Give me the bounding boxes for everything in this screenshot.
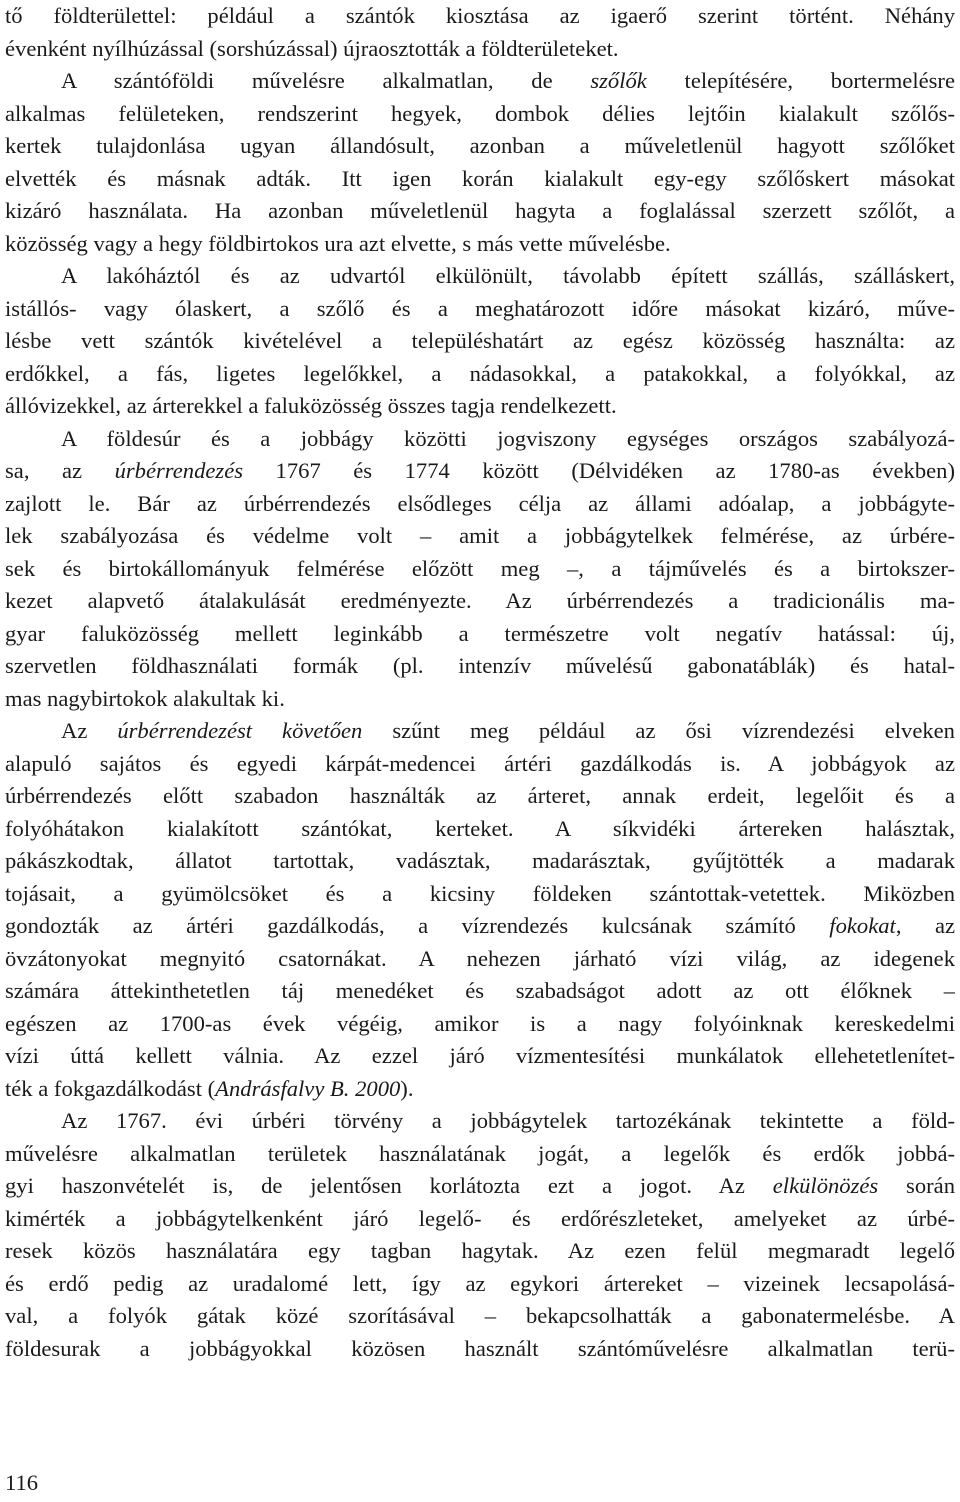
text-segment: számára áttekinthetetlen táj menedéket és szabadságot adott az ott élőknek – bbox=[5, 978, 955, 1003]
text-segment: és erdő pedig az uradalomé lett, így az egykori ártereket – vizeinek lecsapolásá- bbox=[5, 1270, 955, 1296]
text-line bbox=[5, 390, 955, 423]
text-line bbox=[5, 1333, 955, 1366]
text-line bbox=[5, 1170, 955, 1203]
text-line bbox=[5, 325, 955, 358]
text-line bbox=[5, 65, 955, 98]
text-line bbox=[5, 1008, 955, 1041]
text-line bbox=[5, 780, 955, 813]
text-line bbox=[5, 195, 955, 228]
text-segment: szervetlen földhasználati formák (pl. intenzív művelésű gabonatáblák) és hatal- bbox=[5, 653, 955, 678]
text-segment: során bbox=[878, 1173, 955, 1198]
text-segment: évenként nyílhúzással (sorshúzással) újraosztották a földterületeket. bbox=[5, 35, 619, 61]
text-segment: tojásait, a gyümölcsöket és a kicsiny földeken szántottak-vetettek. Miközben bbox=[5, 880, 955, 906]
text-segment: alkalmas felületeken, rendszerint hegyek, dombok délies lejtőin kialakult szőlős- bbox=[5, 100, 955, 126]
text-segment: földesurak a jobbágyokkal közösen használt szántóművelésre alkalmatlan terü- bbox=[5, 1335, 955, 1361]
text-segment: A szántóföldi művelésre alkalmatlan, de bbox=[61, 68, 591, 93]
text-line bbox=[5, 520, 955, 553]
text-line bbox=[5, 975, 955, 1008]
text-line bbox=[5, 228, 955, 261]
text-line bbox=[5, 813, 955, 846]
text-line bbox=[5, 98, 955, 131]
italic-text: úrbérrendezést követően bbox=[117, 718, 363, 743]
text-segment: erdőkkel, a fás, ligetes legelőkkel, a nádasokkal, a patakokkal, a folyókkal, az bbox=[5, 360, 955, 386]
text-segment: , az bbox=[895, 913, 955, 938]
text-segment: val, a folyók gátak közé szorításával – bekapcsolhatták a gabonatermelésbe. A bbox=[5, 1303, 955, 1328]
italic-text: úrbérrendezés bbox=[114, 458, 244, 483]
text-line bbox=[5, 683, 955, 716]
text-line bbox=[5, 1235, 955, 1268]
text-line bbox=[5, 1138, 955, 1171]
text-line bbox=[5, 715, 955, 748]
text-line bbox=[5, 1203, 955, 1236]
text-segment: folyóhátakon kialakított szántókat, kerteket. A síkvidéki ártereken halásztak, bbox=[5, 815, 955, 841]
italic-text: fokokat bbox=[829, 913, 896, 938]
text-segment: tő földterülettel: például a szántók kiosztása az igaerő szerint történt. Néhány bbox=[5, 3, 955, 28]
text-line bbox=[5, 553, 955, 586]
text-segment: gyar faluközösség mellett leginkább a természetre volt negatív hatással: új, bbox=[5, 620, 955, 646]
italic-text: elkülönözés bbox=[772, 1173, 879, 1198]
text-segment: lésbe vett szántók kivételével a településhatárt az egész közösség használta: az bbox=[5, 328, 955, 353]
text-segment: resek közös használatára egy tagban hagytak. Az ezen felül megmaradt legelő bbox=[5, 1238, 955, 1263]
text-line bbox=[5, 845, 955, 878]
text-line bbox=[5, 423, 955, 456]
text-line bbox=[5, 0, 955, 33]
text-line bbox=[5, 1300, 955, 1333]
text-line bbox=[5, 650, 955, 683]
text-segment: gondozták az ártéri gazdálkodás, a vízrendezés kulcsának számító bbox=[5, 913, 830, 938]
text-segment: 1767 és 1774 között (Délvidéken az 1780-as években) bbox=[243, 458, 955, 483]
text-line bbox=[5, 1040, 955, 1073]
text-line bbox=[5, 358, 955, 391]
text-segment: A földesúr és a jobbágy közötti jogviszony egységes országos szabályozá- bbox=[61, 425, 955, 451]
text-line bbox=[5, 910, 955, 943]
text-segment: Az bbox=[61, 718, 118, 743]
text-line bbox=[5, 488, 955, 521]
italic-text: szőlők bbox=[590, 68, 647, 93]
document-page bbox=[5, 0, 955, 1365]
text-segment: ték a fokgazdálkodást ( bbox=[5, 1075, 216, 1101]
text-line bbox=[5, 1268, 955, 1301]
text-segment: telepítésére, bortermelésre bbox=[646, 68, 955, 93]
text-segment: övzátonyokat megnyitó csatornákat. A nehezen járható vízi világ, az idegenek bbox=[5, 945, 955, 971]
text-line bbox=[5, 33, 955, 66]
text-line bbox=[5, 293, 955, 326]
text-segment: elvették és másnak adták. Itt igen korán kialakult egy-egy szőlőskert másokat bbox=[5, 165, 955, 191]
text-line bbox=[5, 748, 955, 781]
text-segment: sek és birtokállományuk felmérése előzött meg –, a tájművelés és a birtokszer- bbox=[5, 555, 955, 581]
text-segment: ). bbox=[400, 1075, 414, 1101]
text-segment: szűnt meg például az ősi vízrendezési elveken bbox=[362, 718, 955, 743]
text-segment: alapuló sajátos és egyedi kárpát-medencei ártéri gazdálkodás is. A jobbágyok az bbox=[5, 750, 955, 776]
text-segment: vízi úttá kellett válnia. Az ezzel járó vízmentesítési munkálatok ellehetetlenítet- bbox=[5, 1043, 955, 1068]
text-segment: sa, az bbox=[5, 458, 115, 483]
text-segment: egészen az 1700-as évek végéig, amikor is a nagy folyóinknak kereskedelmi bbox=[5, 1010, 955, 1036]
text-segment: kizáró használata. Ha azonban műveletlenül hagyta a foglalással szerzett szőlőt, a bbox=[5, 198, 955, 223]
text-segment: gyi haszonvételét is, de jelentősen korlátozta ezt a jogot. Az bbox=[5, 1173, 773, 1198]
text-line bbox=[5, 1073, 955, 1106]
text-segment: úrbérrendezés előtt szabadon használták az árteret, annak erdeit, legelőit és a bbox=[5, 783, 955, 808]
text-line bbox=[5, 163, 955, 196]
text-line bbox=[5, 943, 955, 976]
text-segment: közösség vagy a hegy földbirtokos ura azt elvette, s más vette művelésbe. bbox=[5, 230, 671, 256]
text-line bbox=[5, 1105, 955, 1138]
text-line bbox=[5, 878, 955, 911]
page-number: 116 bbox=[5, 1470, 39, 1495]
text-segment: lek szabályozása és védelme volt – amit a jobbágytelkek felmérése, az úrbére- bbox=[5, 523, 955, 548]
text-segment: kezet alapvető átalakulását eredményezte. Az úrbérrendezés a tradicionális ma- bbox=[5, 588, 955, 613]
text-line bbox=[5, 455, 955, 488]
text-segment: zajlott le. Bár az úrbérrendezés elsődleges célja az állami adóalap, a jobbágyte- bbox=[5, 490, 955, 516]
text-segment: kertek tulajdonlása ugyan állandósult, azonban a műveletlenül hagyott szőlőket bbox=[5, 133, 955, 158]
text-segment: állóvizekkel, az árterekkel a faluközösség összes tagja rendelkezett. bbox=[5, 393, 617, 418]
text-segment: A lakóháztól és az udvartól elkülönült, távolabb épített szállás, szálláskert, bbox=[61, 263, 955, 288]
text-segment: művelésre alkalmatlan területek használatának jogát, a legelők és erdők jobbá- bbox=[5, 1140, 955, 1166]
text-line bbox=[5, 618, 955, 651]
text-segment: Az 1767. évi úrbéri törvény a jobbágytelek tartozékának tekintette a föld- bbox=[61, 1108, 955, 1133]
text-segment: pákászkodtak, állatot tartottak, vadásztak, madarásztak, gyűjtötték a madarak bbox=[5, 848, 955, 873]
text-line bbox=[5, 130, 955, 163]
text-line bbox=[5, 585, 955, 618]
text-line bbox=[5, 260, 955, 293]
italic-text: Andrásfalvy B. 2000 bbox=[215, 1075, 401, 1101]
text-segment: mas nagybirtokok alakultak ki. bbox=[5, 685, 285, 711]
text-segment: istállós- vagy ólaskert, a szőlő és a meghatározott időre másokat kizáró, műve- bbox=[5, 295, 955, 321]
text-segment: kimérték a jobbágytelkenként járó legelő- és erdőrészleteket, amelyeket az úrbé- bbox=[5, 1205, 955, 1231]
